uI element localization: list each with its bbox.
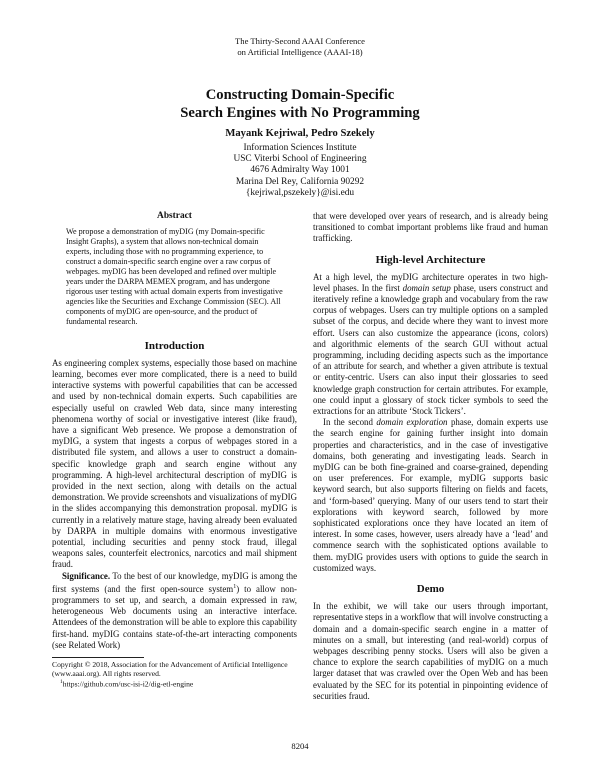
introduction-paragraph: As engineering complex systems, especially those based on machine learning, becomes ever more complicated, there is a need to build interactive systems with powerful capabilities that can be accessed and used by non-technical domain experts. Such capabilities are especially useful on crawled Web data, since many interesting phenomena worthy of social or investigative interest (like fraud), have a significant Web presence. We propose a demonstration of myDIG, a system that ingests a corpus of webpages stored in a distributed file system, and allows a user to construct a domain-specific knowledge graph and search engine without any programming. A high-level architectural description of myDIG is provided in the next section, along with details on the actual demonstration. We provide screenshots and visualizations of myDIG in the slides accompanying this demonstration proposal. myDIG is currently in a relatively mature stage, having already been evaluated by DARPA in multiple domains with enormous investigative potential, including securities and penny stock fraud, illegal weapons sales, counterfeit electronics, narcotics and mail shipment fraud. — [52, 357, 297, 570]
architecture-text: phase, users construct and iteratively refine a knowledge graph and vocabulary from the raw corpus of webpages. Users can try multiple options on a sampled subset of the corpus, and decide where they want to invest more effort. Users can also customize the appearance (icons, colors) and algorithmic elements of the search GUI without actual programming, including deciding aspects such as the importance of an attribute for search, and whether a given attribute is textual or entity-centric. Users can also input their glossaries to seed knowledge graph construction for certain attributes. For example, one could input a glossary of stock ticker symbols to seed the extractions for an attribute ‘Stock Tickers’. — [313, 282, 548, 417]
architecture-text: phase, domain experts use the search engine for gaining further insight into domain properties and characteristics, and in the case of investigative domains, both generating and investigating leads. Search in myDIG can be both fine-grained and coarse-grained, depending on user preferences. For example, myDIG supports basic keyword search, but also supports filtering on fields and facets, and ‘form-based’ querying. Many of our users tend to start their explorations with keyword search, followed by more sophisticated explorations once they have located an item of interest. In some cases, however, users already have a ‘lead’ and commence search with the sophisticated options available to them. myDIG provides users with options to guide the search in customized ways. — [313, 417, 548, 573]
architecture-paragraph-2 — [313, 417, 548, 574]
author-email[interactable]: {kejriwal,pszekely}@isi.edu — [245, 187, 355, 198]
paper-title — [0, 86, 600, 122]
demo-paragraph: In the exhibit, we will take our users through important, representative steps in a workflow that will involve constructing a domain and a domain-specific search engine in a matter of minutes on a small, but interesting (and real-world) corpus of webpages describing penny stocks. Users will also be given a chance to explore the search capabilities of myDIG on a much larger dataset that was crawled over the Open Web and has been evaluated by the SEC for its potential in pinpointing evidence of securities fraud. — [313, 601, 548, 701]
abstract-text: We propose a demonstration of myDIG (my Domain-specific Insight Graphs), a system that allows non-technical domain experts, including those with no programming experience, to construct a domain-specific search engine over a raw corpus of webpages. myDIG has been developed and refined over multiple years under the DARPA MEMEX program, and has undergone rigorous user testing with actual domain experts from investigative agencies like the Securities and Exchange Commission (SEC). All components of myDIG are open-source, and the product of fundamental research. — [66, 227, 283, 326]
introduction-heading: Introduction — [144, 339, 205, 352]
authors: Mayank Kejriwal, Pedro Szekely — [225, 128, 375, 139]
significance-text-b: ) to allow non-programmers to set up, and search, a domain expressed in raw, heterogeneous Web documents using an interactive interface. Attendees of the demonstration will be able to explore this capability first-hand. myDIG contains state-of-the-art interacting components (see Related Work) — [52, 583, 297, 650]
left-column — [52, 211, 297, 689]
title-line-2: Search Engines with No Programming — [180, 105, 420, 121]
copyright-notice: Copyright © 2018, Association for the Advancement of Artificial Intelligence (www.aaai.org). All rights reserved. — [52, 659, 288, 679]
title-line-1: Constructing Domain-Specific — [205, 87, 395, 103]
conference-line-2: on Artificial Intelligence (AAAI-18) — [237, 46, 363, 57]
conference-header — [0, 36, 600, 57]
footnote-number: 1 — [60, 679, 63, 686]
footnote-1 — [52, 678, 297, 689]
continuation-paragraph: that were developed over years of research, and is already being transitioned to combat important problems like fraud and human trafficking. — [313, 211, 548, 244]
abstract-heading: Abstract — [157, 211, 192, 221]
affiliation — [0, 143, 600, 199]
domain-setup-term: domain setup — [402, 282, 451, 293]
affiliation-line: 4676 Admiralty Way 1001 — [250, 165, 350, 176]
significance-paragraph — [52, 571, 297, 651]
architecture-text: In the second — [323, 417, 377, 428]
demo-heading: Demo — [416, 583, 445, 596]
footnote-divider — [52, 657, 144, 658]
significance-label: Significance. — [62, 570, 111, 581]
conference-line-1: The Thirty-Second AAAI Conference — [235, 36, 365, 46]
architecture-paragraph-1 — [313, 272, 548, 418]
architecture-heading: High-level Architecture — [375, 253, 486, 266]
domain-exploration-term: domain exploration — [376, 417, 448, 428]
affiliation-line: Information Sciences Institute — [243, 143, 357, 153]
right-column — [313, 211, 548, 702]
footnote-marker[interactable]: 1 — [233, 583, 237, 590]
affiliation-line: Marina Del Rey, California 90292 — [235, 176, 365, 187]
page-number: 8204 — [291, 741, 309, 751]
affiliation-line: USC Viterbi School of Engineering — [233, 154, 367, 165]
footnote-url[interactable]: https://github.com/usc-isi-i2/dig-etl-engine — [62, 679, 194, 689]
architecture-text: At a high level, the myDIG architecture operates in two high-level phases. In the first — [313, 271, 548, 293]
significance-text-a: To the best of our knowledge, myDIG is among the first systems (and the first open-source system — [52, 570, 298, 594]
